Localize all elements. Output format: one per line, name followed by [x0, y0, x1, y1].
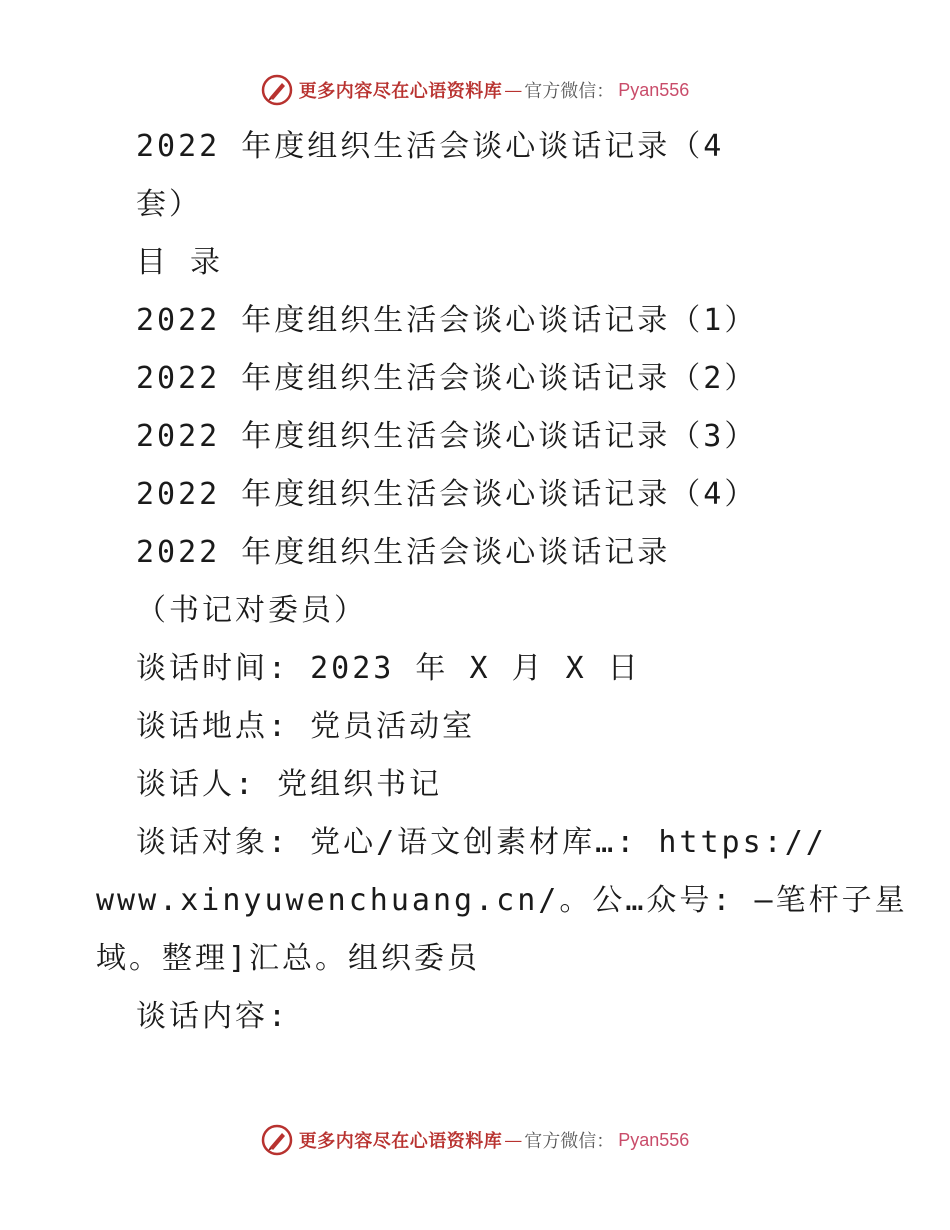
talk-speaker: 谈话人: 党组织书记	[136, 767, 443, 802]
document-body	[0, 118, 950, 1046]
watermark-label: 官方微信：	[524, 1131, 615, 1152]
talk-target-line-2: www.xinyuwenchuang.cn/。公…众号: —笔杆子星	[96, 883, 908, 918]
watermark-account: Pyan556	[618, 79, 690, 100]
watermark-brand: 更多内容尽在心语资料库	[298, 81, 503, 102]
header-watermark	[0, 72, 950, 108]
watermark-account: Pyan556	[618, 1129, 690, 1150]
section-title: 2022 年度组织生活会谈心谈话记录	[136, 535, 671, 570]
watermark-dash: —	[504, 79, 523, 101]
section-subtitle: （书记对委员）	[136, 593, 367, 628]
pen-logo-icon	[261, 1124, 293, 1156]
watermark-brand: 更多内容尽在心语资料库	[298, 1131, 503, 1152]
footer-watermark	[0, 1122, 950, 1158]
watermark-dash: —	[504, 1129, 523, 1151]
talk-target-line-3: 域。整理]汇总。组织委员	[96, 941, 481, 976]
toc-heading: 目 录	[136, 245, 224, 280]
watermark-label: 官方微信：	[524, 81, 615, 102]
toc-item-3: 2022 年度组织生活会谈心谈话记录（3）	[136, 419, 758, 454]
toc-item-2: 2022 年度组织生活会谈心谈话记录（2）	[136, 361, 758, 396]
talk-time: 谈话时间: 2023 年 X 月 X 日	[136, 651, 641, 686]
talk-content-label: 谈话内容:	[136, 999, 290, 1034]
document-title-line-2: 套）	[136, 187, 202, 222]
toc-item-1: 2022 年度组织生活会谈心谈话记录（1）	[136, 303, 758, 338]
toc-item-4: 2022 年度组织生活会谈心谈话记录（4）	[136, 477, 758, 512]
talk-place: 谈话地点: 党员活动室	[136, 709, 476, 744]
document-title-line-1: 2022 年度组织生活会谈心谈话记录（4	[136, 129, 725, 164]
pen-logo-icon	[261, 74, 293, 106]
talk-target-line-1: 谈话对象: 党心/语文创素材库…: https://	[136, 825, 827, 860]
